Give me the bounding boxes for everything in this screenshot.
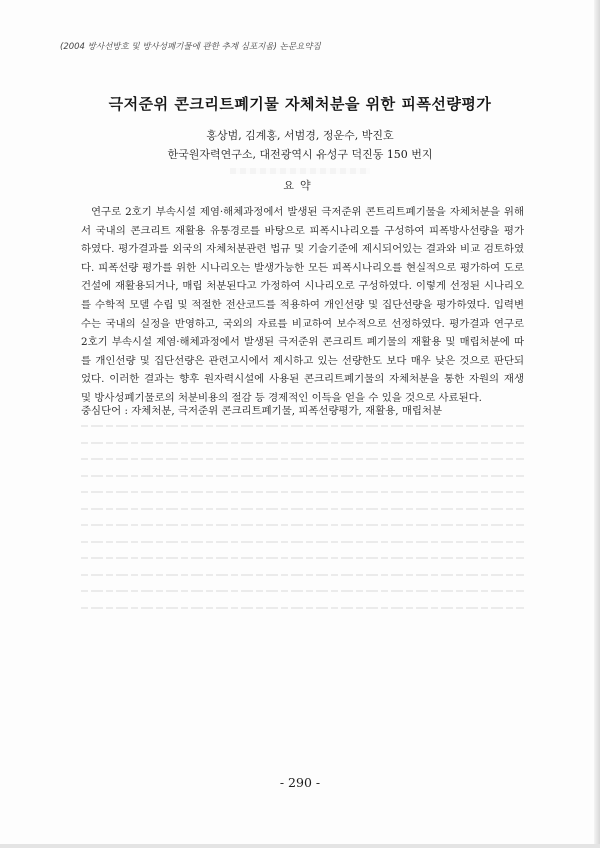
abstract-line: 었다. 이러한 결과는 향후 원자력시설에 사용된 콘크리트폐기물의 자체처분을 통한 자원의 재생 xyxy=(81,373,524,386)
paper-authors: 홍상범, 김계홍, 서범경, 정운수, 박진호 xyxy=(206,129,394,142)
faint-bleedthrough xyxy=(230,168,370,174)
keywords-label: 중심단어 xyxy=(81,405,122,417)
abstract-line: 를 수학적 모델 수립 및 적절한 전산코드를 적용하여 개인선량 및 집단선량을 평가하였다. 입력변 xyxy=(81,298,524,311)
abstract-line: 2호기 부속시설 제염·해체과정에서 발생된 극저준위 콘크리트 폐기물의 재활용 및 매립처분에 따 xyxy=(81,336,524,349)
abstract-heading: 요약 xyxy=(283,179,317,192)
abstract-line: 수는 국내의 실정을 반영하고, 국외의 자료를 비교하여 보수적으로 선정하였다. 평가결과 연구로 xyxy=(81,317,524,330)
abstract-line: 를 개인선량 및 집단선량은 관련고시에서 제시하고 있는 선량한도 보다 매우 낮은 것으로 판단되 xyxy=(81,354,524,367)
abstract-body xyxy=(81,203,524,408)
abstract-line: 건설에 재활용되거나, 매립 처분된다고 가정하여 시나리오로 구성하였다. 이렇게 선정된 시나리오 xyxy=(81,280,524,293)
abstract-line: 다. 피폭선량 평가를 위한 시나리오는 발생가능한 모든 피폭시나리오를 현실적으로 평가하여 도로 xyxy=(81,261,524,274)
running-header: (2004 방사선방호 및 방사성폐기물에 관한 추계 심포지움) 논문요약집 xyxy=(60,42,321,52)
keywords-line xyxy=(81,402,442,417)
keywords-list: 자체처분, 극저준위 콘크리트폐기물, 피폭선량평가, 재활용, 매립처분 xyxy=(131,405,443,417)
page-edge-bottom xyxy=(0,844,600,848)
page-number: - 290 - xyxy=(279,775,321,790)
abstract-line: 연구로 2호기 부속시설 제염·해체과정에서 발생된 극저준위 콘트리트폐기물을 자체처분을 위해 xyxy=(91,206,524,218)
abstract-line: 서 국내의 콘크리트 재활용 유통경로를 바탕으로 피폭시나리오를 구성하여 피폭방사선량을 평가 xyxy=(81,224,524,237)
abstract-line: 하였다. 평가결과를 외국의 자체처분관련 법규 및 기술기준에 제시되어있는 결과와 비교 검토하였 xyxy=(81,243,524,256)
bleedthrough-text xyxy=(81,425,524,635)
paper-affiliation: 한국원자력연구소, 대전광역시 유성구 덕진동 150 번지 xyxy=(167,148,433,161)
paper-title: 극저준위 콘크리트폐기물 자체처분을 위한 피폭선량평가 xyxy=(108,95,492,113)
keywords-separator: : xyxy=(121,405,132,417)
abstract-line: 및 방사성폐기물로의 처분비용의 절감 등 경제적인 이득을 얻을 수 있을 것으로 사료된다. xyxy=(81,391,482,404)
